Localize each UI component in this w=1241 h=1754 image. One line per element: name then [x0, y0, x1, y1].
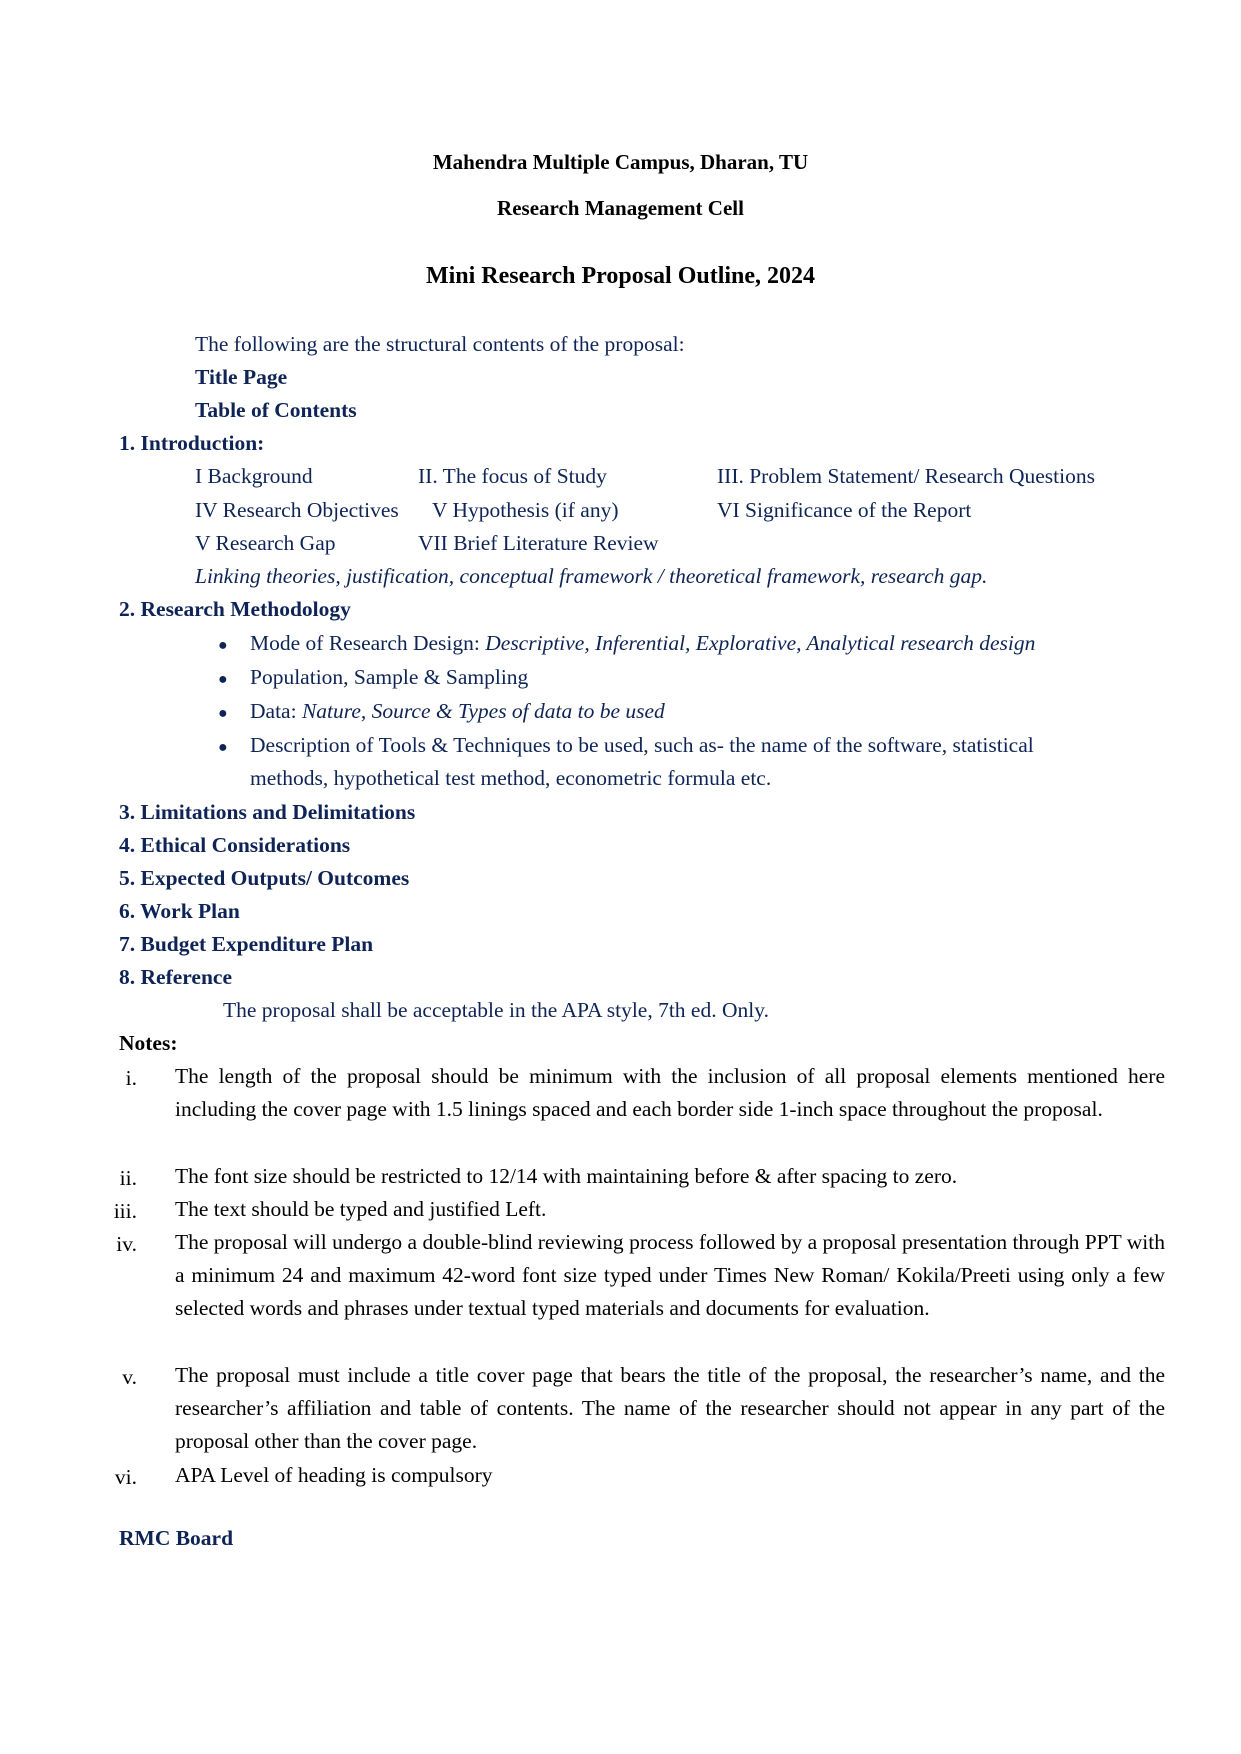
note-text: The length of the proposal should be minimum with the inclusion of all proposal elements mentioned here including the cover page with 1.5 linings spaced and each border side 1-inch space throughout the proposal.	[175, 1064, 1165, 1121]
section-budget-heading: 7. Budget Expenditure Plan	[119, 932, 374, 956]
intro-item: IV Research Objectives	[195, 498, 399, 522]
section-methodology-heading: 2. Research Methodology	[119, 597, 351, 621]
bullet-italic: Descriptive, Inferential, Explorative, Analytical research design	[485, 631, 1036, 655]
document-title: Mini Research Proposal Outline, 2024	[425, 263, 816, 289]
institution-name: Mahendra Multiple Campus, Dharan, TU	[432, 150, 809, 174]
intro-note: Linking theories, justification, conceptual framework / theoretical framework, research gap.	[195, 564, 988, 588]
intro-item: V Research Gap	[195, 531, 336, 555]
bullet-label: Mode of Research Design:	[250, 631, 486, 655]
section-outputs-heading: 5. Expected Outputs/ Outcomes	[119, 866, 410, 890]
intro-item: VI Significance of the Report	[717, 498, 972, 522]
title-page-item: Title Page	[195, 365, 288, 389]
intro-text: The following are the structural contents of the proposal:	[195, 332, 685, 356]
note-text: The proposal will undergo a double-blind reviewing process followed by a proposal presentation through PPT with a minimum 24 and maximum 42-word font size typed under Times New Roman/ Kokila/Preeti using only a few selected words and phrases under textual typed materials and documents for evaluation.	[175, 1230, 1165, 1320]
methodology-bullet: Population, Sample & Sampling	[250, 665, 529, 689]
bullet-label: Data:	[250, 699, 302, 723]
intro-item: I Background	[195, 464, 313, 488]
methodology-bullet	[250, 701, 665, 723]
note-number: i.	[125, 1066, 137, 1090]
bullet-icon: ●	[218, 739, 228, 756]
note-text: The proposal must include a title cover page that bears the title of the proposal, the researcher’s name, and the researcher’s affiliation and table of contents. The name of the researcher should not appear in any part of the proposal other than the cover page.	[175, 1363, 1165, 1453]
cell-name: Research Management Cell	[497, 196, 744, 220]
intro-item: II. The focus of Study	[418, 464, 607, 488]
note-number: iv.	[116, 1232, 137, 1256]
note-number: vi.	[114, 1465, 137, 1489]
intro-item: III. Problem Statement/ Research Questions	[717, 464, 1095, 488]
signature: RMC Board	[119, 1526, 234, 1550]
note-number: v.	[122, 1365, 137, 1389]
note-number: ii.	[119, 1166, 137, 1190]
section-ethics-heading: 4. Ethical Considerations	[119, 833, 351, 857]
section-workplan-heading: 6. Work Plan	[119, 899, 240, 923]
note-number: iii.	[113, 1199, 137, 1223]
bullet-icon: ●	[218, 671, 228, 688]
section-reference-heading: 8. Reference	[119, 965, 233, 989]
methodology-bullet: Description of Tools & Techniques to be used, such as- the name of the software, statistical	[250, 733, 1034, 757]
intro-item: V Hypothesis (if any)	[432, 498, 619, 522]
intro-item: VII Brief Literature Review	[418, 531, 659, 555]
bullet-icon: ●	[218, 637, 228, 654]
methodology-bullet	[250, 633, 1035, 655]
notes-heading: Notes:	[119, 1031, 178, 1055]
methodology-bullet-cont: methods, hypothetical test method, econometric formula etc.	[250, 766, 772, 790]
note-text: The text should be typed and justified Left.	[175, 1197, 547, 1221]
note-text: APA Level of heading is compulsory	[175, 1463, 493, 1487]
bullet-icon: ●	[218, 705, 228, 722]
reference-note: The proposal shall be acceptable in the APA style, 7th ed. Only.	[223, 998, 769, 1022]
bullet-italic: Nature, Source & Types of data to be used	[301, 699, 665, 723]
section-introduction-heading: 1. Introduction:	[119, 431, 265, 455]
note-text: The font size should be restricted to 12/14 with maintaining before & after spacing to zero.	[175, 1164, 958, 1188]
section-limitations-heading: 3. Limitations and Delimitations	[119, 800, 416, 824]
toc-item: Table of Contents	[195, 398, 357, 422]
